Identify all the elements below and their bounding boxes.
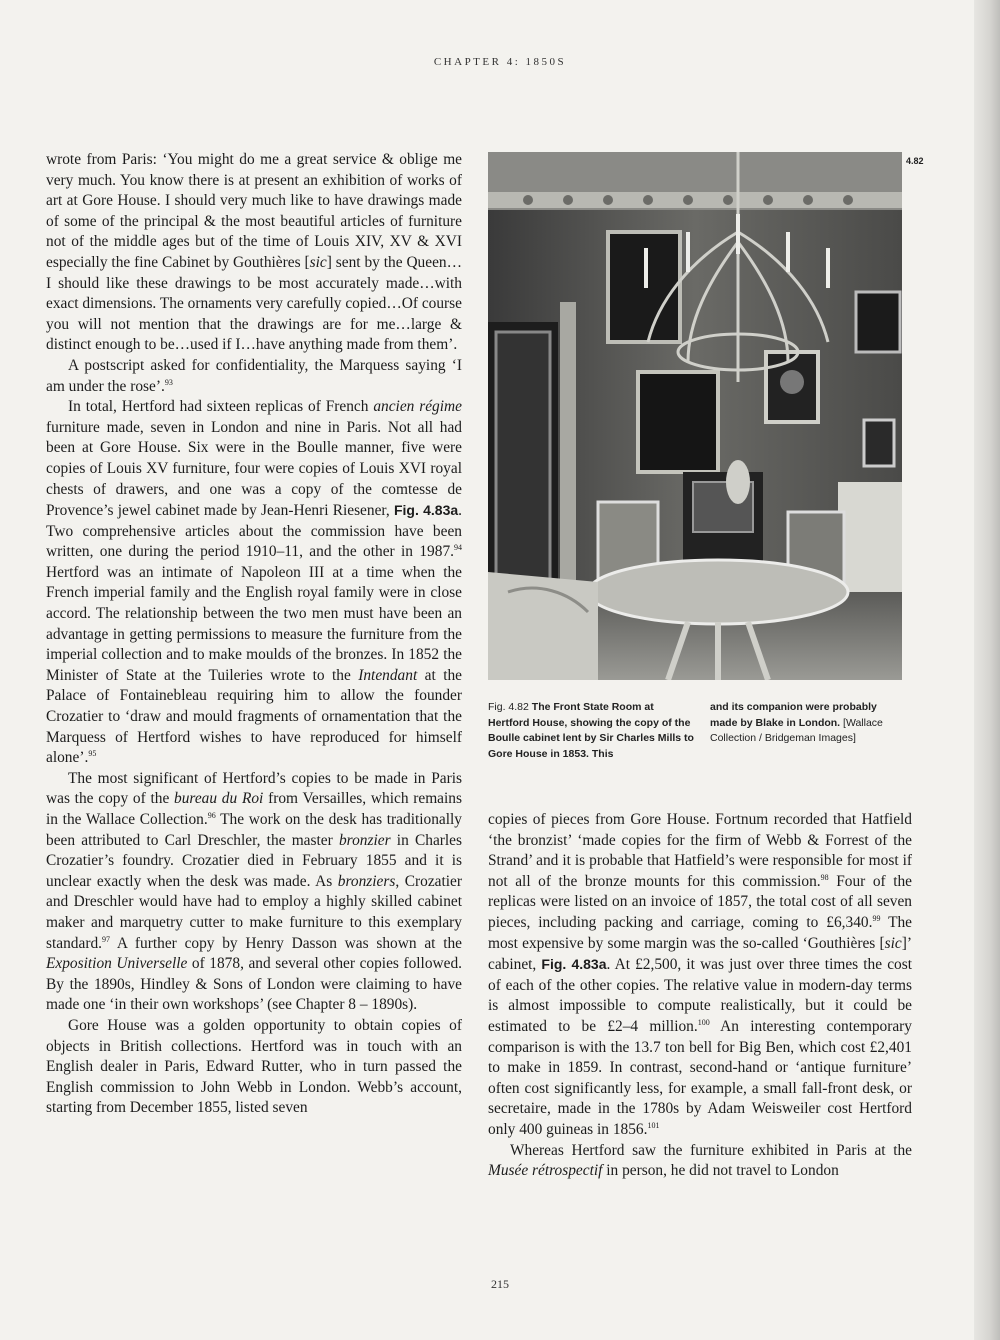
paragraph-6: copies of pieces from Gore House. Fortnum recorded that Hatfield ‘the bronzist’ ‘made copies for the firm of Webb & Forrest of the Strand’ and it is probable that Hatfield’s were responsible for most if not all of the bronze mounts for this commission.$^{98}$ Four of the replicas were listed on an invoice of 1857, the total cost of all seven pieces, including packing and carriage, coming to £6,340.99 The most expensive by some margin was the so-called ‘Gouthières [sic]’ cabinet, Fig. 4.83a. At £2,500, it was just over three times the cost of each of the other copies. The relative value in modern-day terms is almost impossible to compute realistically, but it could be estimated to be £2–4 million.$^{100}$ An interesting contemporary comparison is with the 13.7 ton bell for Big Ben, which cost £2,401 to make in 1859. In contrast, second-hand or ‘antique furniture’ often cost significantly less, for example, a small fall-front desk, or secretaire, made in the 1780s by Adam Weisweiler cost Hertford only 400 guineas in 1856.$^{101}$ [488,811,912,1138]
paragraph-5: Gore House was a golden opportunity to obtain copies of objects in British collections. Hertford was in touch with an English dealer in Paris, Edward Rutter, who in turn passed the English commission to John Webb in London. Webb’s account, starting from December 1855, listed seven [46,1016,462,1117]
footnote-ref[interactable]: 96 [207,811,216,820]
footnote-ref[interactable]: 94 [454,543,462,553]
footnote-ref[interactable]: 98 [820,872,829,882]
left-column [46,150,462,1119]
figure-reference[interactable]: Fig. 4.83a [393,502,459,519]
paragraph-4: The most significant of Hertford’s copies to be made in Paris was the copy of the bureau du Roi from Versailles, which remains in the Wallace Collection.$^{96}$ The work on the desk has traditionally been attributed to Carl Dreschler, the master bronzier in Charles Crozatier’s foundry. Crozatier died in February 1855 and it is unclear exactly when the desk was made. As bronziers, Crozatier and Dreschler would have had to employ a highly skilled cabinet maker and marquetry cutter to make furniture to this exemplary standard.$^{97}$ A further copy by Henry Dasson was shown at the Exposition Universelle of 1878, and several other copies followed. By the 1890s, Hindley & Sons of London were claiming to have made one ‘in their own workshops’ (see Chapter 8 – 1890s). [46,769,463,1014]
paragraph-7: Whereas Hertford saw the furniture exhibited in Paris at the Musée rétrospectif in person, he did not travel to London [488,1141,912,1180]
footnote-ref[interactable]: 99 [872,913,881,923]
figure-caption-left: Fig. 4.82 The Front State Room at Hertford House, showing the copy of the Boulle cabinet lent by Sir Charles Mills to Gore House in 1853. This [488,701,694,760]
figure-caption-right: and its companion were probably made by Blake in London. [Wallace Collection / Bridgeman Images] [710,701,883,744]
running-head: CHAPTER 4: 1850S [433,56,567,68]
footnote-ref[interactable]: 93 [164,377,173,387]
footnote-ref[interactable]: 100 [697,1017,710,1027]
paragraph-1: wrote from Paris: ‘You might do me a great service & oblige me very much. You know there is at present an exhibition of works of art at Gore House. I should very much like to have drawings made of some of the principal & the most beautiful articles of furniture not of the middle ages but of the time of Louis XIV, XV & XVI especially the fine Cabinet by Gouthières [sic] sent by the Queen…I should like these drawings to be most accurately made…with exact dimensions. The ornaments very carefully copied…Of course you will not mention that the drawings are for me…large & distinct enough to be…used if I…have anything made from them’. [46,151,463,354]
figure-photo-front-state-room [488,152,902,680]
page-number: 215 [491,1277,509,1291]
footnote-ref[interactable]: 101 [647,1120,660,1130]
figure-number: 4.82 [906,156,924,166]
figure-reference[interactable]: Fig. 4.83a [541,956,607,973]
right-column [488,810,912,1182]
paragraph-3: In total, Hertford had sixteen replicas of French ancien régime furniture made, seven in London and nine in Paris. Not all had been at Gore House. Six were in the Boulle manner, five were copies of Louis XV furniture, four were copies of Louis XVI royal chests of drawers, and one was a copy of the comtesse de Provence’s jewel cabinet made by Jean-Henri Riesener, Fig. 4.83a. Two comprehensive articles about the commission have been written, one during the period 1910–11, and the other in 1987.94 Hertford was an intimate of Napoleon III at a time when the French imperial family and the English royal family were in close accord. The relationship between the two men must have been an advantage in getting permissions to measure the furniture from the imperial collection and to make moulds of the bronzes. In 1852 the Minister of State at the Tuileries wrote to the Intendant at the Palace of Fontainebleau requiring him to allow the founder Crozatier to ‘draw and mould fragments of ornamentation that the Marquess of Hertford wishes to have reproduced for himself alone’.$^{95}$ [46,398,463,767]
footnote-ref[interactable]: 97 [102,934,110,944]
paragraph-2: A postscript asked for confidentiality, the Marquess saying ‘I am under the rose’.$^{93}$ [46,356,462,395]
footnote-ref[interactable]: 95 [88,749,97,759]
photo-illustration [488,152,902,680]
page-edge-shadow [974,0,1000,1340]
